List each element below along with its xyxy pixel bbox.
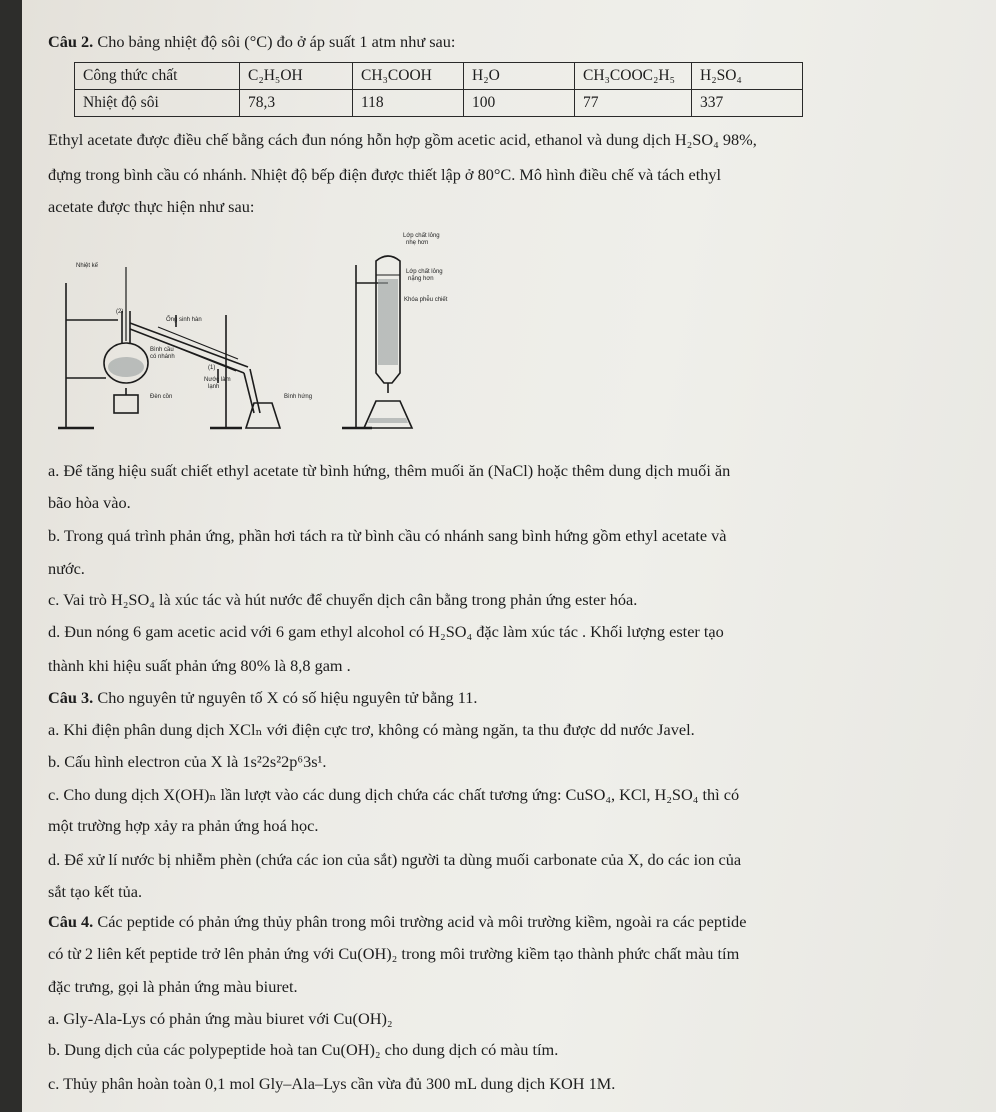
table-cell: 100 bbox=[464, 90, 575, 117]
label-mark-1: (1) bbox=[208, 365, 216, 371]
label-mark-2: (2) bbox=[116, 309, 124, 315]
q2-label: Câu 2. bbox=[48, 32, 94, 51]
q3-d-2: sắt tạo kết tủa. bbox=[48, 882, 143, 901]
q4-c-1: c. Thủy phân hoàn toàn 0,1 mol Gly–Ala–Lys cần vừa đủ 300 mL dung dịch KOH 1M. bbox=[48, 1074, 616, 1093]
table-cell: CH₃COOC₂H₅ bbox=[575, 63, 692, 90]
q2-intro bbox=[48, 32, 455, 52]
table-cell: C₂H₅OH bbox=[240, 63, 353, 90]
q3-a-1: a. Khi điện phân dung dịch XClₙ với điện cực trơ, không có màng ngăn, ta thu được dd nước Javel. bbox=[48, 720, 695, 739]
q2-b-1: b. Trong quá trình phản ứng, phần hơi tách ra từ bình cầu có nhánh sang bình hứng gồm ethyl acetate và bbox=[48, 526, 727, 545]
label-lamp: Đèn cồn bbox=[150, 394, 173, 400]
label-flask: Bình cầu bbox=[150, 347, 174, 353]
q3-label: Câu 3. bbox=[48, 688, 94, 707]
q2-para2: đựng trong bình cầu có nhánh. Nhiệt độ bếp điện được thiết lập ở 80°C. Mô hình điều chế và tách ethyl bbox=[48, 165, 722, 184]
alcohol-lamp bbox=[114, 395, 138, 413]
q2-a-2: bão hòa vào. bbox=[48, 493, 131, 512]
q3-b-1: b. Cấu hình electron của X là 1s²2s²2p⁶3s¹. bbox=[48, 752, 327, 771]
q2-d-1: d. Đun nóng 6 gam acetic acid với 6 gam ethyl alcohol có H₂SO₄ đặc làm xúc tác . Khối lượng ester tạo bbox=[48, 622, 724, 641]
q3-c-2: một trường hợp xảy ra phản ứng hoá học. bbox=[48, 816, 319, 835]
table-cell: Công thức chất bbox=[75, 63, 240, 90]
label-thermometer: Nhiệt kế bbox=[76, 263, 99, 269]
q4-intro bbox=[48, 912, 746, 932]
q2-c-1: c. Vai trò H₂SO₄ là xúc tác và hút nước để chuyển dịch cân bằng trong phản ứng ester hóa. bbox=[48, 590, 638, 609]
label-cold-water-2: lạnh bbox=[208, 384, 220, 390]
table-cell: 77 bbox=[575, 90, 692, 117]
table-cell: H₂SO₄ bbox=[692, 63, 803, 90]
table-cell: CH₃COOH bbox=[353, 63, 464, 90]
label-funnel: Khóa phễu chiết bbox=[404, 297, 448, 303]
label-flask-2: có nhánh bbox=[150, 354, 175, 360]
label-receiver: Bình hứng bbox=[284, 394, 313, 400]
q3-d-1: d. Để xử lí nước bị nhiễm phèn (chứa các ion của sắt) người ta dùng muối carbonate của X, do các ion của bbox=[48, 850, 742, 869]
table-cell: 118 bbox=[353, 90, 464, 117]
q4-label: Câu 4. bbox=[48, 912, 94, 931]
label-heavy-layer-2: nặng hơn bbox=[408, 276, 434, 282]
table-cell: Nhiệt độ sôi bbox=[75, 90, 240, 117]
q4-a-1: a. Gly-Ala-Lys có phản ứng màu biuret với Cu(OH)₂ bbox=[48, 1009, 393, 1028]
table-row bbox=[75, 63, 803, 90]
label-heavy-layer: Lớp chất lỏng bbox=[406, 269, 443, 275]
collecting-flask bbox=[364, 401, 412, 428]
q3-text: Cho nguyên tử nguyên tố X có số hiệu nguyên tử bằng 11. bbox=[97, 688, 478, 707]
table-cell: H₂O bbox=[464, 63, 575, 90]
distillation-apparatus-diagram bbox=[58, 223, 498, 441]
label-condenser: Ống sinh hàn bbox=[166, 317, 202, 323]
q4-text: Các peptide có phản ứng thủy phân trong môi trường acid và môi trường kiềm, ngoài ra các peptide bbox=[97, 912, 747, 931]
q4-p2: có từ 2 liên kết peptide trở lên phản ứng với Cu(OH)₂ trong môi trường kiềm tạo thành phức chất màu tím bbox=[48, 944, 740, 963]
q2-intro-text: Cho bảng nhiệt độ sôi (°C) đo ở áp suất 1 atm như sau: bbox=[97, 32, 456, 51]
q2-b-2: nước. bbox=[48, 559, 85, 578]
label-light-layer: Lớp chất lỏng bbox=[403, 233, 440, 239]
q3-intro bbox=[48, 688, 478, 708]
q2-para3: acetate được thực hiện như sau: bbox=[48, 197, 255, 216]
q2-a-1: a. Để tăng hiệu suất chiết ethyl acetate từ bình hứng, thêm muối ăn (NaCl) hoặc thêm dung dịch muối ăn bbox=[48, 461, 731, 480]
table-cell: 337 bbox=[692, 90, 803, 117]
q3-c-1: c. Cho dung dịch X(OH)ₙ lần lượt vào các dung dịch chứa các chất tương ứng: CuSO₄, KCl, H₂SO₄ thì có bbox=[48, 785, 740, 804]
table-cell: 78,3 bbox=[240, 90, 353, 117]
receiver-flask bbox=[246, 403, 280, 428]
q2-para1: Ethyl acetate được điều chế bằng cách đun nóng hỗn hợp gồm acetic acid, ethanol và dung dịch H₂SO₄ 98%, bbox=[48, 130, 757, 149]
table-row bbox=[75, 90, 803, 117]
q4-b-1: b. Dung dịch của các polypeptide hoà tan Cu(OH)₂ cho dung dịch có màu tím. bbox=[48, 1040, 559, 1059]
q2-d-2: thành khi hiệu suất phản ứng 80% là 8,8 gam . bbox=[48, 656, 351, 675]
label-cold-water: Nước làm bbox=[204, 377, 231, 383]
q4-p3: đặc trưng, gọi là phản ứng màu biuret. bbox=[48, 977, 298, 996]
boiling-point-table bbox=[74, 62, 803, 117]
label-light-layer-2: nhẹ hơn bbox=[406, 240, 429, 246]
